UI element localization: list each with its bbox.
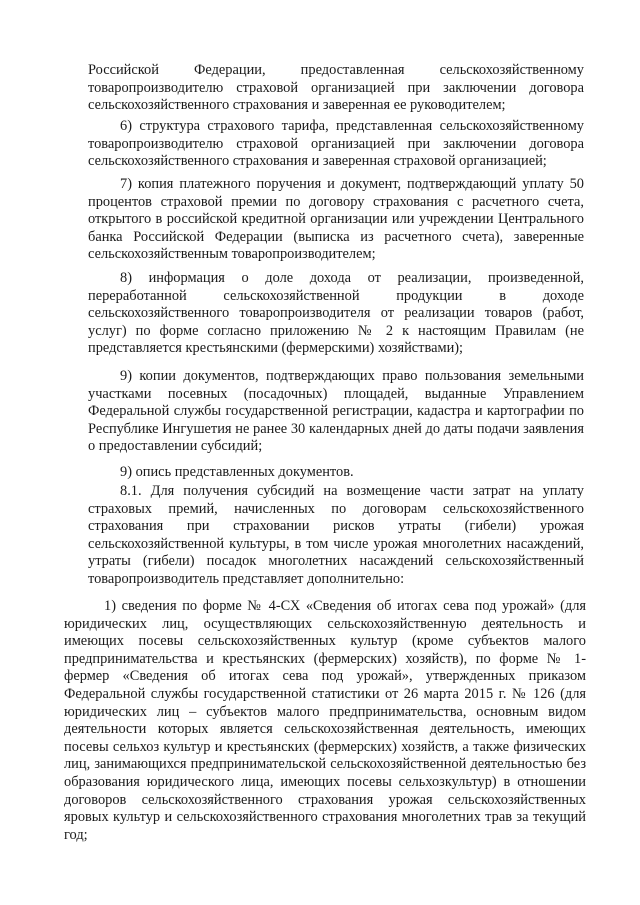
paragraph-item-7: 7) копия платежного поручения и документ, подтверждающий уплату 50 процентов страховой премии по договору страхования с расчетного счета, открытого в российской кредитной организации или учреждении Центрального банка Российской Федерации (выписка из расчетного счета), заверенные сельскохозяйственным товаропроизводителем; bbox=[88, 176, 584, 263]
paragraph-item-9-inventory: 9) опись представленных документов. bbox=[120, 464, 354, 480]
paragraph-item-9-copies: 9) копии документов, подтверждающих право пользования земельными участками посевных (посадочных) площадей, выданные Управлением Федеральной службы государственной регистрации, кадастра и картографии по Республике Ингушетия не ранее 30 календарных дней до даты подачи заявления о предоставлении субсидий; bbox=[88, 368, 584, 455]
paragraph-item-1: 1) сведения по форме № 4-СХ «Сведения об итогах сева под урожай» (для юридических лиц, осуществляющих сельскохозяйственную деятельность и имеющих посевы сельскохозяйственных культур (кроме субъектов малого предпринимательства и крестьянских (фермерских) хозяйств), по форме № 1-фермер «Сведения об итогах сева под урожай», утвержденных приказом Федеральной службы государственной статистики от 26 марта 2015 г. № 126 (для юридических лиц – субъектов малого предпринимательства, основным видом деятельности которых является сельскохозяйственная деятельность, имеющих посевы сельхоз культур и крестьянских (фермерских) хозяйств, а также физических лиц, занимающихся предпринимательской сельскохозяйственной деятельностью без образования юридического лица, имеющих посевы сельхозкультур) в отношении договоров сельскохозяйственного страхования урожая сельскохозяйственных яровых культур и сельскохозяйственного страхования многолетних трав за текущий год; bbox=[64, 598, 586, 843]
paragraph-continuation: Российской Федерации, предоставленная сельскохозяйственному товаропроизводителю страховой организацией при заключении договора сельскохозяйственного страхования и заверенная ее руководителем; bbox=[88, 62, 584, 114]
paragraph-section-8-1: 8.1. Для получения субсидий на возмещение части затрат на уплату страховых премий, начисленных по договорам сельскохозяйственного страхования при страховании рисков утраты (гибели) урожая сельскохозяйственной культуры, в том числе урожая многолетних насаждений, утраты (гибели) посадок многолетних насаждений сельскохозяйственный товаропроизводитель представляет дополнительно: bbox=[88, 483, 584, 587]
paragraph-item-6: 6) структура страхового тарифа, представленная сельскохозяйственному товаропроизводителю страховой организацией при заключении договора сельскохозяйственного страхования и заверенная страховой организацией; bbox=[88, 118, 584, 170]
paragraph-item-8: 8) информация о доле дохода от реализации, произведенной, переработанной сельскохозяйственной продукции в доходе сельскохозяйственного товаропроизводителя от реализации товаров (работ, услуг) по форме согласно приложению № 2 к настоящим Правилам (не представляется крестьянскими (фермерскими) хозяйствами); bbox=[88, 270, 584, 357]
